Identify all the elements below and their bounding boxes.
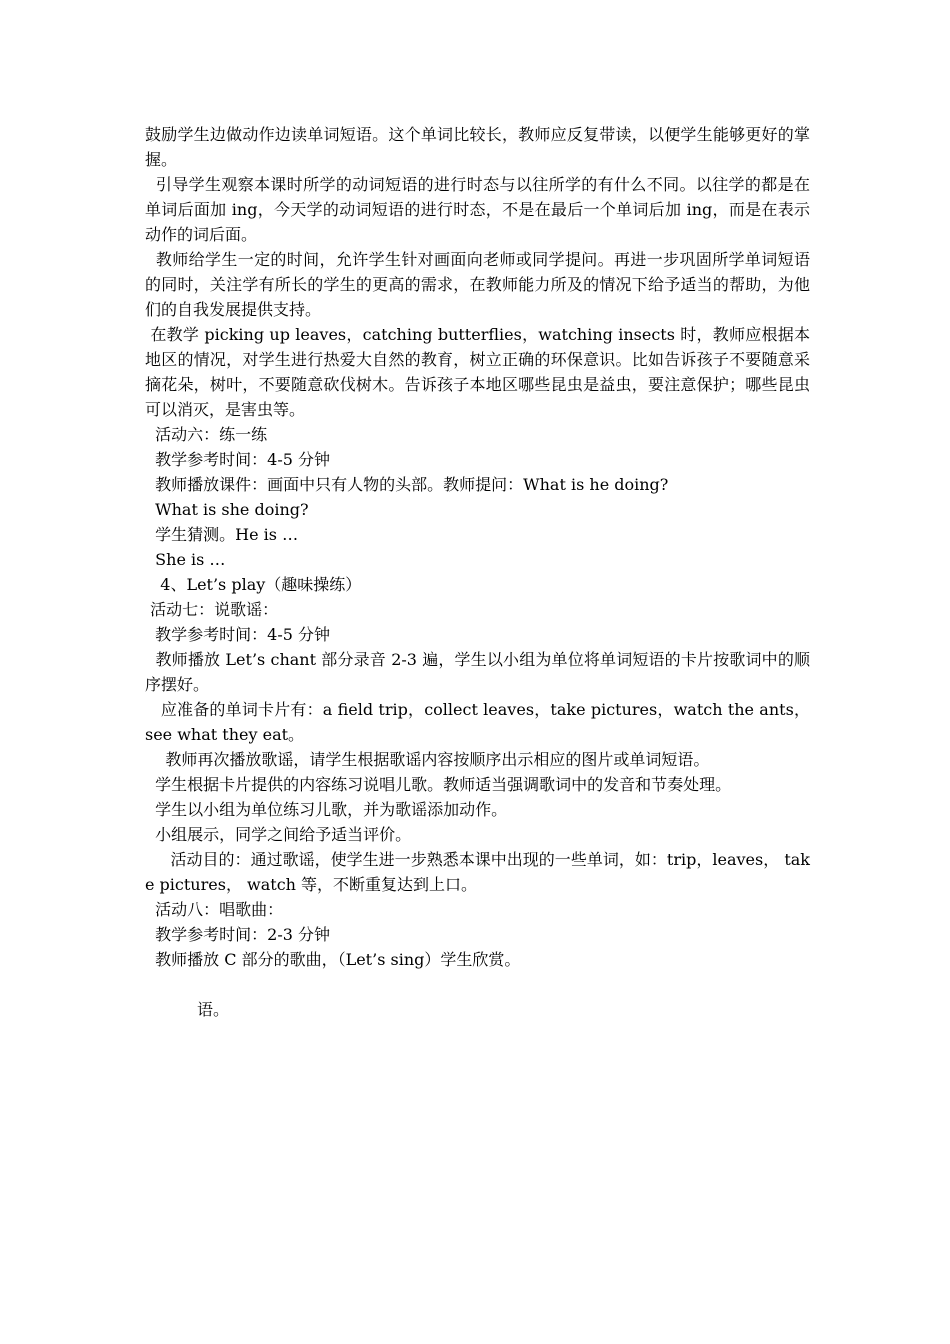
paragraph: 教师再次播放歌谣，请学生根据歌谣内容按顺序出示相应的图片或单词短语。 (145, 750, 710, 769)
paragraph: 教师给学生一定的时间，允许学生针对画面向老师或同学提问。再进一步巩固所学单词短语的同时，关注学有所长的学生的更高的需求，在教师能力所及的情况下给予适当的帮助，为他们的自我发展提供支持。 (145, 250, 810, 319)
paragraph: 学生根据卡片提供的内容练习说唱儿歌。教师适当强调歌词中的发音和节奏处理。 (145, 775, 732, 794)
activity-goal: 活动目的：通过歌谣，使学生进一步熟悉本课中出现的一些单词，如：trip，leaves， take pictures， watch 等，不断重复达到上口。 (145, 850, 810, 894)
paragraph: 学生以小组为单位练习儿歌，并为歌谣添加动作。 (145, 800, 508, 819)
section-heading: 4、Let’s play（趣味操练） (145, 575, 362, 594)
activity-heading: 活动六：练一练 (145, 425, 268, 444)
paragraph: 教师播放课件：画面中只有人物的头部。教师提问：What is he doing? (145, 475, 669, 494)
paragraph: 小组展示，同学之间给予适当评价。 (145, 825, 412, 844)
paragraph: 鼓励学生边做动作边读单词短语。这个单词比较长，教师应反复带读，以便学生能够更好的掌握。 (145, 125, 810, 169)
paragraph: 引导学生观察本课时所学的动词短语的进行时态与以往所学的有什么不同。以往学的都是在单词后面加 ing，今天学的动词短语的进行时态，不是在最后一个单词后加 ing，而是在表示动作的词后面。 (145, 175, 810, 244)
paragraph: She is … (145, 550, 226, 569)
paragraph: 教师播放 C 部分的歌曲，（Let’s sing）学生欣赏。 (145, 950, 521, 969)
time-reference: 教学参考时间：2-3 分钟 (145, 925, 331, 944)
paragraph: What is she doing? (145, 500, 309, 519)
paragraph: 应准备的单词卡片有：a field trip，collect leaves，take pictures，watch the ants，see what they eat。 (145, 700, 810, 744)
paragraph: 学生猜测。He is … (145, 525, 299, 544)
trailing-fragment: 语。 (197, 1000, 230, 1019)
paragraph: 教师播放 Let’s chant 部分录音 2-3 遍，学生以小组为单位将单词短语的卡片按歌词中的顺序摆好。 (145, 650, 811, 694)
time-reference: 教学参考时间：4-5 分钟 (145, 625, 331, 644)
document-body (145, 122, 810, 1022)
time-reference: 教学参考时间：4-5 分钟 (145, 450, 331, 469)
paragraph: 在教学 picking up leaves，catching butterflies，watching insects 时，教师应根据本地区的情况，对学生进行热爱大自然的教育，树立正确的环保意识。比如告诉孩子不要随意采摘花朵，树叶，不要随意砍伐树木。告诉孩子本地区哪些昆虫是益虫，要注意保护；哪些昆虫可以消灭，是害虫等。 (145, 325, 810, 419)
activity-heading: 活动八：唱歌曲： (145, 900, 284, 919)
activity-heading: 活动七：说歌谣： (145, 600, 279, 619)
blank-line (145, 972, 810, 997)
